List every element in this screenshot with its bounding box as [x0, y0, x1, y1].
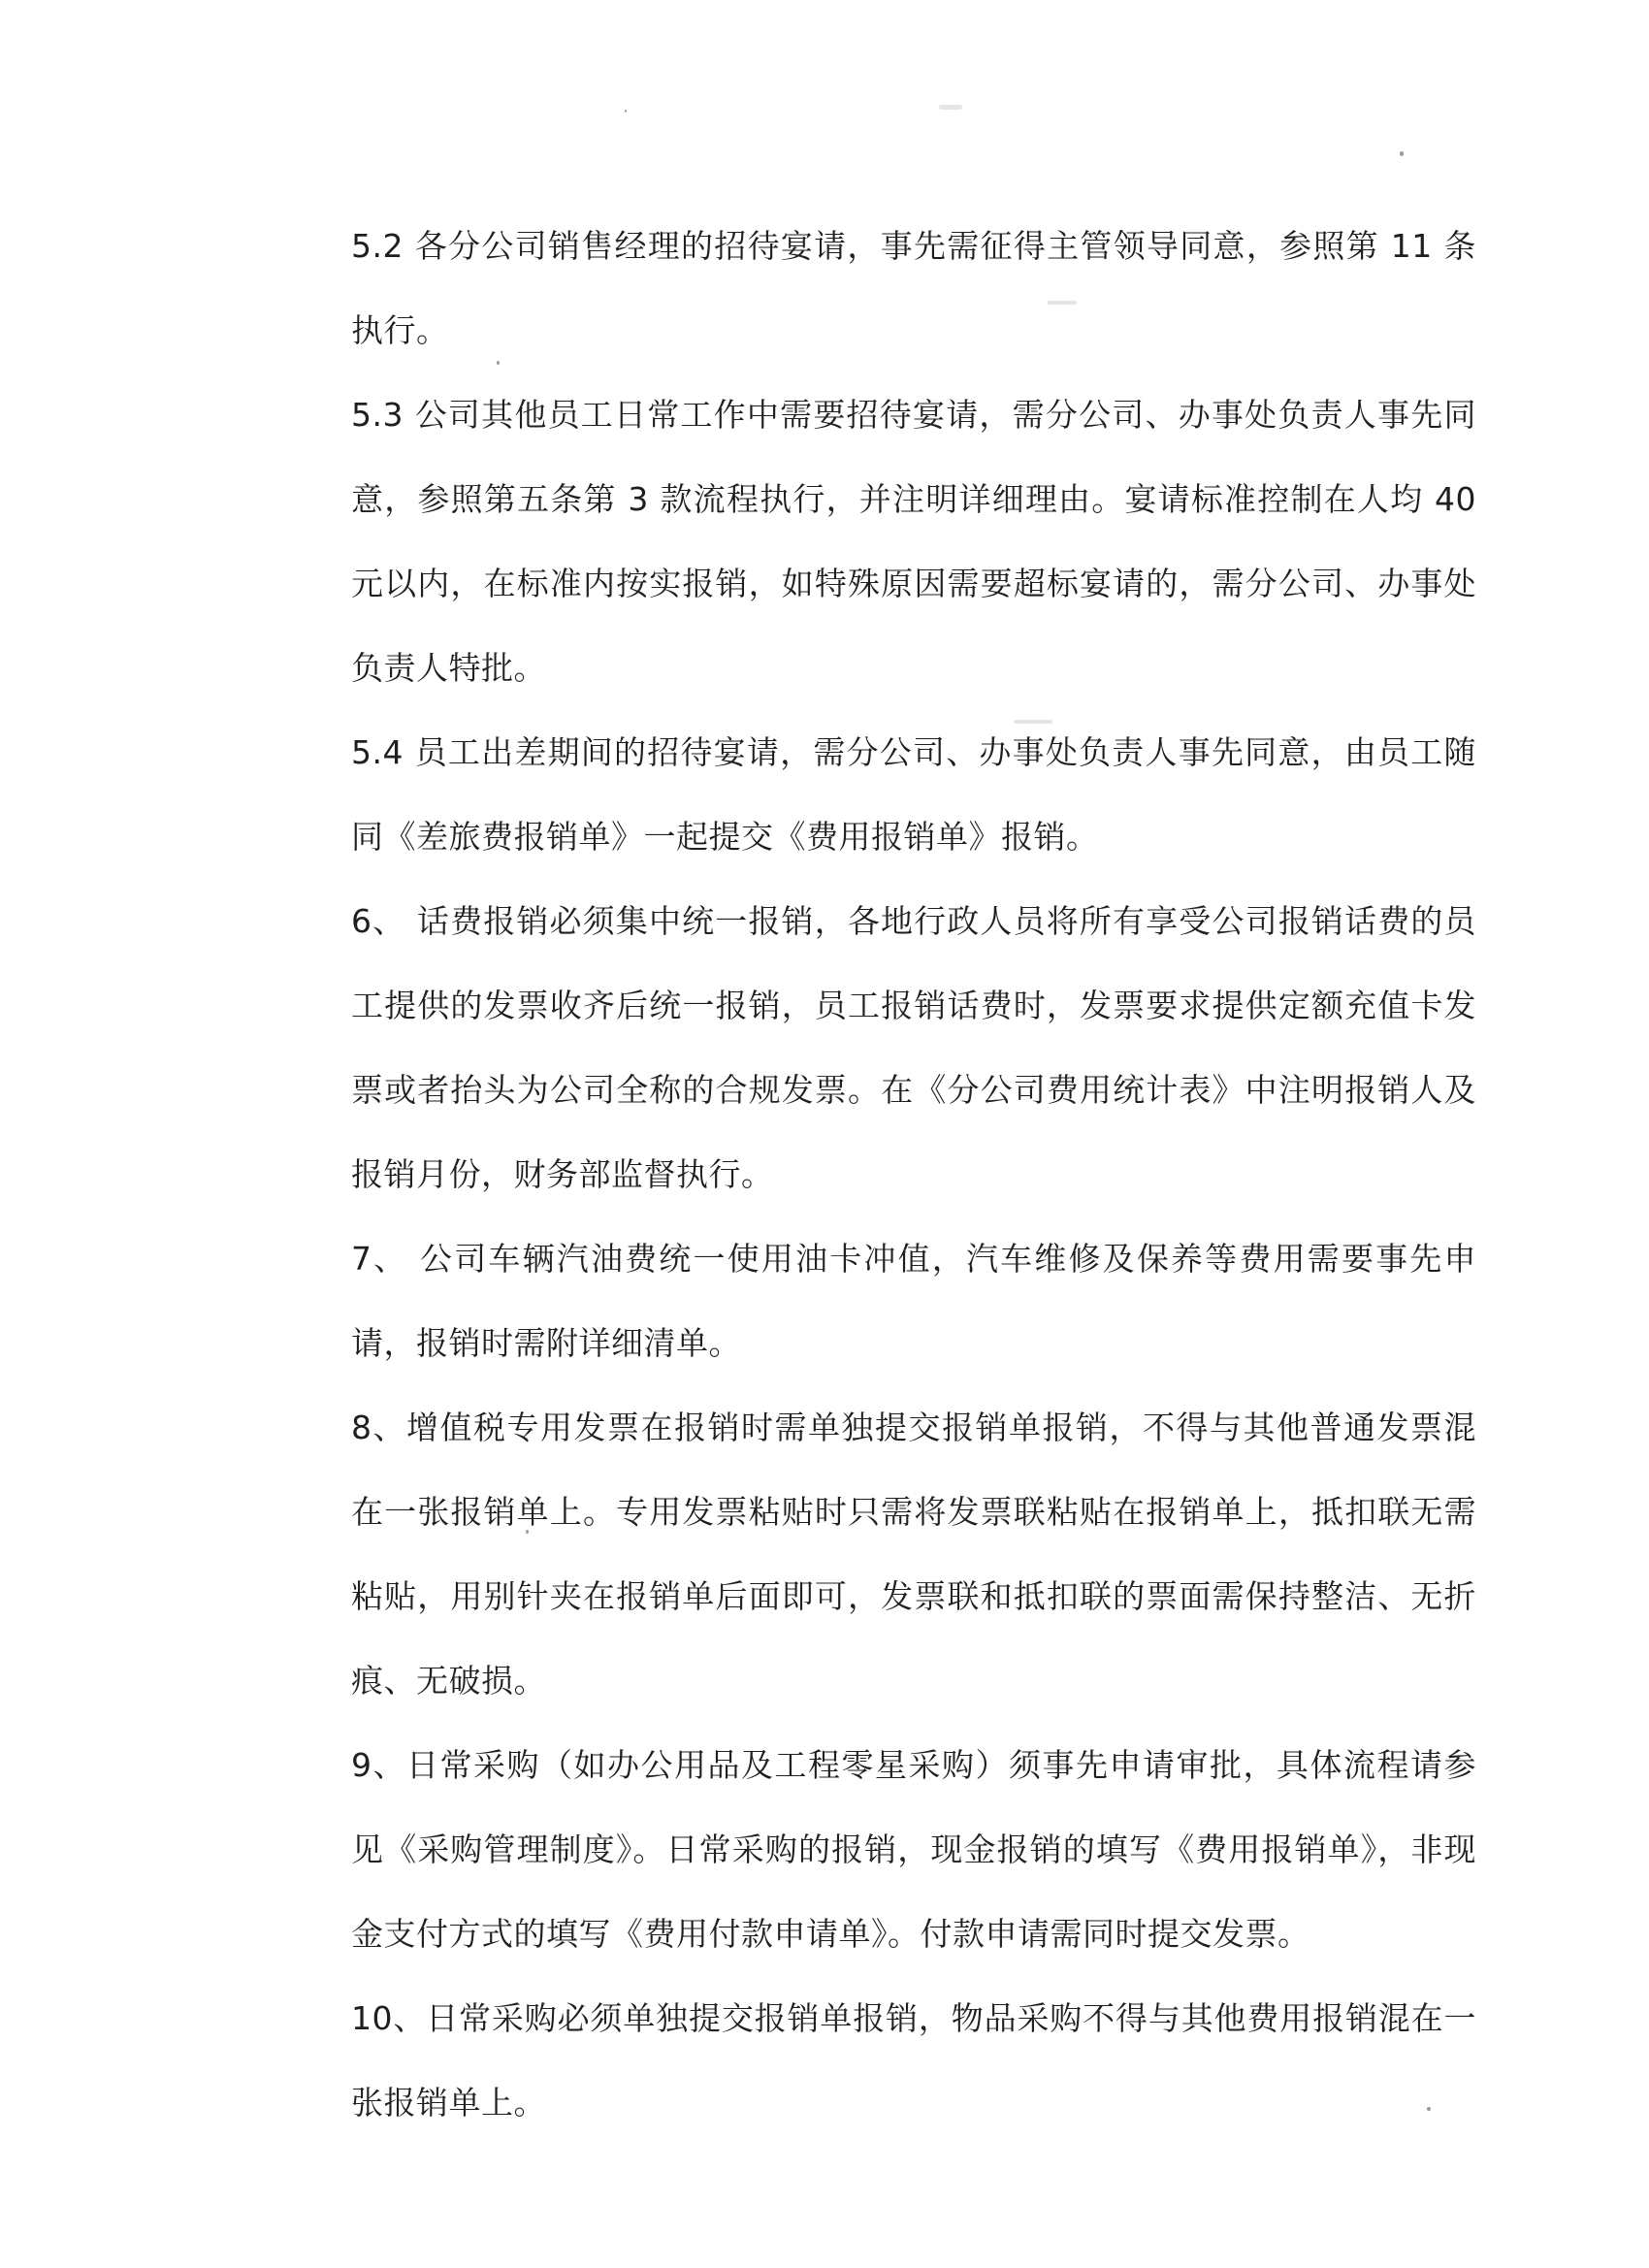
scan-speck — [625, 110, 627, 113]
paragraph-6: 6、 话费报销必须集中统一报销，各地行政人员将所有享受公司报销话费的员工提供的发票收齐后统一报销，员工报销话费时，发票要求提供定额充值卡发票或者抬头为公司全称的合规发票。在《分公司费用统计表》中注明报销人及报销月份，财务部监督执行。 — [351, 902, 1476, 1193]
paragraph-5-3: 5.3 公司其他员工日常工作中需要招待宴请，需分公司、办事处负责人事先同意，参照第五条第 3 款流程执行，并注明详细理由。宴请标准控制在人均 40 元以内，在标准内按实报销，如特殊原因需要超标宴请的，需分公司、办事处负责人特批。 — [351, 396, 1476, 687]
paragraph-9: 9、日常采购（如办公用品及工程零星采购）须事先申请审批，具体流程请参见《采购管理制度》。日常采购的报销，现金报销的填写《费用报销单》，非现金支付方式的填写《费用付款申请单》。付款申请需同时提交发票。 — [351, 1746, 1476, 1953]
document-body — [351, 204, 1476, 2145]
scan-smudge — [939, 105, 962, 110]
paragraph-5-2: 5.2 各分公司销售经理的招待宴请，事先需征得主管领导同意，参照第 11 条执行。 — [351, 227, 1476, 349]
scan-speck — [1400, 151, 1404, 156]
paragraph-7: 7、 公司车辆汽油费统一使用油卡冲值，汽车维修及保养等费用需要事先申请，报销时需附详细清单。 — [351, 1240, 1476, 1362]
paragraph-5-4: 5.4 员工出差期间的招待宴请，需分公司、办事处负责人事先同意，由员工随同《差旅费报销单》一起提交《费用报销单》报销。 — [351, 733, 1476, 856]
paragraph-10: 10、日常采购必须单独提交报销单报销，物品采购不得与其他费用报销混在一张报销单上。 — [351, 1999, 1476, 2122]
paragraph-8: 8、增值税专用发票在报销时需单独提交报销单报销，不得与其他普通发票混在一张报销单上。专用发票粘贴时只需将发票联粘贴在报销单上，抵扣联无需粘贴，用别针夹在报销单后面即可，发票联和抵扣联的票面需保持整洁、无折痕、无破损。 — [351, 1409, 1476, 1700]
